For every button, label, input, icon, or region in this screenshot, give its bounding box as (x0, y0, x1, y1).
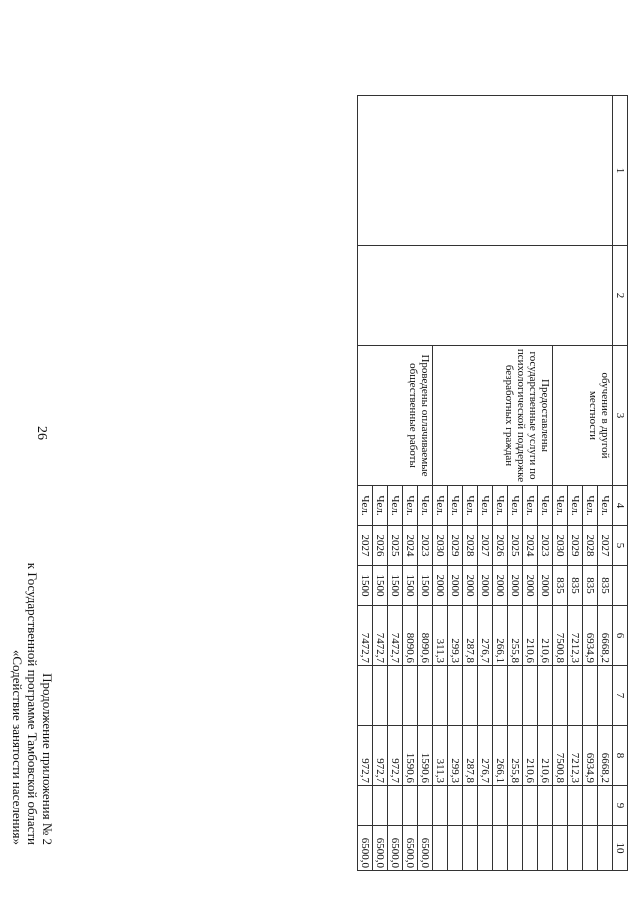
target-cell: 835 (553, 566, 568, 606)
regional-cell: 1590,6 (418, 726, 433, 786)
target-cell: 2000 (523, 566, 538, 606)
regional-cell: 210,6 (523, 726, 538, 786)
page-number: 26 (34, 426, 49, 440)
local-cell (403, 786, 418, 826)
table-row (598, 96, 613, 871)
federal-cell (448, 666, 463, 726)
column-number: 1 (613, 96, 628, 246)
regional-cell: 311,3 (433, 726, 448, 786)
local-cell (418, 786, 433, 826)
local-cell (448, 786, 463, 826)
other-cell: 6500,0 (403, 826, 418, 871)
unit-cell: Чел. (448, 486, 463, 526)
column-number: 8 (613, 726, 628, 786)
year-cell: 2027 (358, 526, 373, 566)
regional-cell: 972,7 (388, 726, 403, 786)
regional-cell: 972,7 (358, 726, 373, 786)
other-cell: 6500,0 (358, 826, 373, 871)
other-cell (448, 826, 463, 871)
other-cell (523, 826, 538, 871)
local-cell (538, 786, 553, 826)
local-cell (523, 786, 538, 826)
other-cell (583, 826, 598, 871)
header-row (613, 96, 628, 871)
year-cell: 2027 (598, 526, 613, 566)
year-cell: 2030 (553, 526, 568, 566)
local-cell (568, 786, 583, 826)
local-cell (493, 786, 508, 826)
target-cell: 835 (568, 566, 583, 606)
year-cell: 2026 (493, 526, 508, 566)
measure-name: Проведены оплачиваемые общественные работы (358, 346, 433, 486)
federal-cell (433, 666, 448, 726)
col2-cell (358, 246, 613, 346)
target-cell: 2000 (508, 566, 523, 606)
target-cell: 1500 (373, 566, 388, 606)
total-cell: 210,6 (523, 606, 538, 666)
year-cell: 2023 (538, 526, 553, 566)
year-cell: 2029 (568, 526, 583, 566)
unit-cell: Чел. (403, 486, 418, 526)
year-cell: 2029 (448, 526, 463, 566)
regional-cell: 299,3 (448, 726, 463, 786)
total-cell: 7500,8 (553, 606, 568, 666)
target-cell: 1500 (358, 566, 373, 606)
unit-cell: Чел. (493, 486, 508, 526)
local-cell (373, 786, 388, 826)
target-cell: 835 (598, 566, 613, 606)
total-cell: 7472,7 (358, 606, 373, 666)
year-cell: 2028 (463, 526, 478, 566)
measure-name: Предоставлены государственные услуги по психологической поддержке безработных граждан (433, 346, 553, 486)
target-cell: 835 (583, 566, 598, 606)
column-number: 7 (613, 666, 628, 726)
regional-cell: 972,7 (373, 726, 388, 786)
unit-cell: Чел. (478, 486, 493, 526)
regional-cell: 6668,2 (598, 726, 613, 786)
other-cell (433, 826, 448, 871)
column-number: 10 (613, 826, 628, 871)
federal-cell (493, 666, 508, 726)
other-cell: 6500,0 (388, 826, 403, 871)
regional-cell: 7500,8 (553, 726, 568, 786)
target-cell: 2000 (448, 566, 463, 606)
year-cell: 2023 (418, 526, 433, 566)
regional-cell: 7212,3 (568, 726, 583, 786)
unit-cell: Чел. (598, 486, 613, 526)
year-cell: 2024 (403, 526, 418, 566)
year-cell: 2030 (433, 526, 448, 566)
total-cell: 266,1 (493, 606, 508, 666)
federal-cell (478, 666, 493, 726)
appendix-header-line-2: к Государственной программе Тамбовской области (25, 562, 40, 845)
unit-cell: Чел. (568, 486, 583, 526)
target-cell: 1500 (418, 566, 433, 606)
regional-cell: 266,1 (493, 726, 508, 786)
target-cell: 2000 (538, 566, 553, 606)
federal-cell (463, 666, 478, 726)
total-cell: 8090,6 (418, 606, 433, 666)
federal-cell (508, 666, 523, 726)
local-cell (583, 786, 598, 826)
column-number: 6 (613, 606, 628, 666)
local-cell (433, 786, 448, 826)
federal-cell (418, 666, 433, 726)
data-table (357, 95, 628, 871)
total-cell: 311,3 (433, 606, 448, 666)
total-cell: 7472,7 (373, 606, 388, 666)
measure-name: обучение в другой местности (553, 346, 613, 486)
unit-cell: Чел. (388, 486, 403, 526)
other-cell (553, 826, 568, 871)
local-cell (358, 786, 373, 826)
local-cell (463, 786, 478, 826)
local-cell (388, 786, 403, 826)
federal-cell (358, 666, 373, 726)
regional-cell: 287,8 (463, 726, 478, 786)
year-cell: 2027 (478, 526, 493, 566)
federal-cell (553, 666, 568, 726)
local-cell (553, 786, 568, 826)
other-cell (568, 826, 583, 871)
year-cell: 2024 (523, 526, 538, 566)
unit-cell: Чел. (358, 486, 373, 526)
regional-cell: 6934,9 (583, 726, 598, 786)
column-number (613, 566, 628, 606)
target-cell: 2000 (433, 566, 448, 606)
regional-cell: 255,8 (508, 726, 523, 786)
unit-cell: Чел. (433, 486, 448, 526)
target-cell: 1500 (403, 566, 418, 606)
column-number: 5 (613, 526, 628, 566)
year-cell: 2026 (373, 526, 388, 566)
year-cell: 2028 (583, 526, 598, 566)
total-cell: 299,3 (448, 606, 463, 666)
other-cell (478, 826, 493, 871)
column-number: 2 (613, 246, 628, 346)
regional-cell: 276,7 (478, 726, 493, 786)
total-cell: 7212,3 (568, 606, 583, 666)
federal-cell (373, 666, 388, 726)
federal-cell (538, 666, 553, 726)
unit-cell: Чел. (508, 486, 523, 526)
federal-cell (568, 666, 583, 726)
unit-cell: Чел. (373, 486, 388, 526)
local-cell (598, 786, 613, 826)
federal-cell (403, 666, 418, 726)
federal-cell (598, 666, 613, 726)
column-number: 3 (613, 346, 628, 486)
total-cell: 7472,7 (388, 606, 403, 666)
regional-cell: 210,6 (538, 726, 553, 786)
federal-cell (523, 666, 538, 726)
unit-cell: Чел. (553, 486, 568, 526)
appendix-header-line-3: «Содействие занятости населения» (10, 649, 25, 845)
other-cell (508, 826, 523, 871)
federal-cell (388, 666, 403, 726)
col1-cell (358, 96, 613, 246)
total-cell: 210,6 (538, 606, 553, 666)
year-cell: 2025 (388, 526, 403, 566)
unit-cell: Чел. (463, 486, 478, 526)
column-number: 4 (613, 486, 628, 526)
appendix-header-line-1: Продолжение приложения № 2 (40, 673, 55, 845)
regional-cell: 1590,6 (403, 726, 418, 786)
local-cell (508, 786, 523, 826)
total-cell: 255,8 (508, 606, 523, 666)
target-cell: 1500 (388, 566, 403, 606)
target-cell: 2000 (493, 566, 508, 606)
unit-cell: Чел. (583, 486, 598, 526)
column-number: 9 (613, 786, 628, 826)
unit-cell: Чел. (523, 486, 538, 526)
target-cell: 2000 (478, 566, 493, 606)
other-cell: 6500,0 (418, 826, 433, 871)
total-cell: 276,7 (478, 606, 493, 666)
target-cell: 2000 (463, 566, 478, 606)
other-cell (538, 826, 553, 871)
other-cell (493, 826, 508, 871)
unit-cell: Чел. (418, 486, 433, 526)
total-cell: 6934,9 (583, 606, 598, 666)
year-cell: 2025 (508, 526, 523, 566)
other-cell (463, 826, 478, 871)
other-cell (598, 826, 613, 871)
other-cell: 6500,0 (373, 826, 388, 871)
total-cell: 6668,2 (598, 606, 613, 666)
total-cell: 287,8 (463, 606, 478, 666)
local-cell (478, 786, 493, 826)
unit-cell: Чел. (538, 486, 553, 526)
total-cell: 8090,6 (403, 606, 418, 666)
federal-cell (583, 666, 598, 726)
